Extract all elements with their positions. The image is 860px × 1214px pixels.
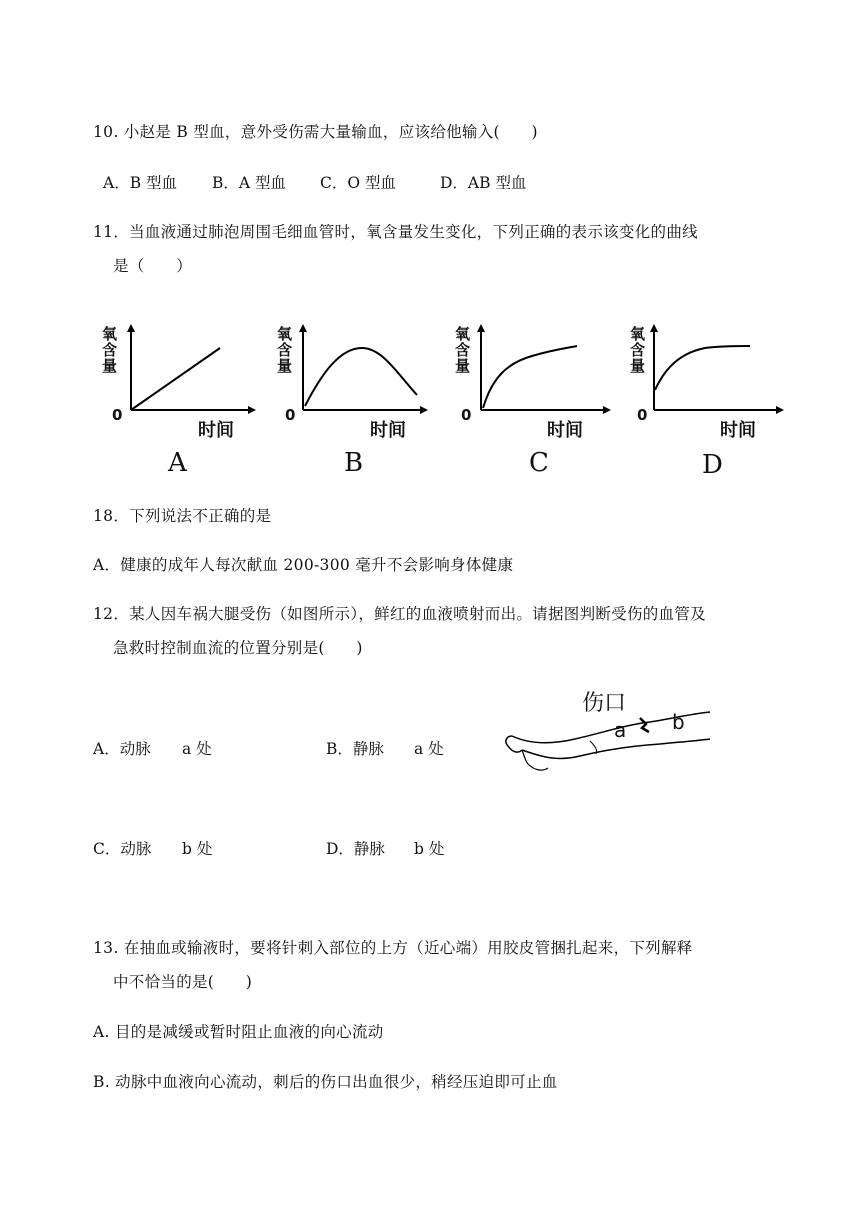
- graph-a-ylabel: 氧含量: [102, 325, 118, 375]
- q10-stem: 10. 小赵是 B 型血，意外受伤需大量输血，应该给他输入( ): [93, 123, 538, 141]
- graph-d-zero: 0: [637, 406, 648, 424]
- graph-c-curve: [483, 346, 577, 408]
- q10-option-b: B．A 型血: [212, 174, 287, 192]
- q12-option-b-place: a 处: [414, 740, 444, 758]
- graph-b: [272, 318, 442, 493]
- q13-stem-line1: 13. 在抽血或输液时，要将针刺入部位的上方（近心端）用胶皮管捆扎起来，下列解释: [93, 939, 693, 957]
- q13-option-b: B. 动脉中血液向心流动，刺后的伤口出血很少，稍经压迫即可止血: [93, 1073, 558, 1091]
- graph-c-zero: 0: [461, 406, 472, 424]
- point-a-label: a: [614, 718, 627, 742]
- graph-b-curve: [305, 348, 417, 406]
- q12-option-b-label: B．静脉: [326, 740, 384, 758]
- graph-a-plot: [100, 318, 270, 428]
- q11-stem-line1: 11．当血液通过肺泡周围毛细血管时，氧含量发生变化，下列正确的表示该变化的曲线: [93, 223, 698, 241]
- graph-d: [620, 318, 790, 493]
- graph-c-plot: [447, 318, 617, 428]
- q18-stem: 18．下列说法不正确的是: [93, 507, 272, 525]
- q11-stem-line2: 是（ ）: [113, 257, 193, 275]
- graph-c: [447, 318, 617, 493]
- q12-option-d-label: D．静脉: [326, 840, 385, 858]
- graph-c-xlabel: 时间: [547, 420, 583, 441]
- graph-a-letter: A: [168, 448, 187, 478]
- graph-d-curve: [655, 346, 750, 390]
- graph-b-plot: [272, 318, 442, 428]
- graph-b-xlabel: 时间: [370, 420, 406, 441]
- q10-option-a: A．B 型血: [103, 174, 178, 192]
- graph-a: [100, 318, 270, 493]
- q12-option-c-place: b 处: [182, 840, 213, 858]
- q12-stem-line2: 急救时控制血流的位置分别是( ): [113, 639, 363, 657]
- graph-b-letter: B: [344, 448, 364, 478]
- graph-b-ylabel: 氧含量: [277, 325, 293, 375]
- graph-d-ylabel: 氧含量: [630, 325, 646, 375]
- q12-option-a-place: a 处: [182, 740, 212, 758]
- q12-option-d-place: b 处: [414, 840, 445, 858]
- graph-a-xlabel: 时间: [198, 420, 234, 441]
- leg-figure: [500, 684, 720, 784]
- graph-d-letter: D: [702, 450, 723, 480]
- q12-option-c-label: C．动脉: [93, 840, 152, 858]
- point-b-label: b: [672, 710, 685, 734]
- q10-option-d: D．AB 型血: [440, 174, 527, 192]
- q10-option-c: C．O 型血: [320, 174, 396, 192]
- q12-option-a-label: A．动脉: [93, 740, 151, 758]
- graph-d-xlabel: 时间: [720, 420, 756, 441]
- graph-b-zero: 0: [285, 406, 296, 424]
- graph-a-zero: 0: [112, 406, 123, 424]
- graph-a-curve: [131, 348, 220, 410]
- q18-option-a: A．健康的成年人每次献血 200-300 毫升不会影响身体健康: [93, 556, 514, 574]
- q13-option-a: A. 目的是减缓或暂时阻止血液的向心流动: [93, 1023, 384, 1041]
- graph-c-letter: C: [529, 448, 549, 478]
- graph-c-ylabel: 氧含量: [455, 325, 471, 375]
- wound-label: 伤口: [582, 691, 627, 716]
- graph-d-plot: [620, 318, 790, 428]
- q13-stem-line2: 中不恰当的是( ): [113, 973, 253, 991]
- q12-stem-line1: 12．某人因车祸大腿受伤（如图所示），鲜红的血液喷射而出。请据图判断受伤的血管及: [93, 605, 706, 623]
